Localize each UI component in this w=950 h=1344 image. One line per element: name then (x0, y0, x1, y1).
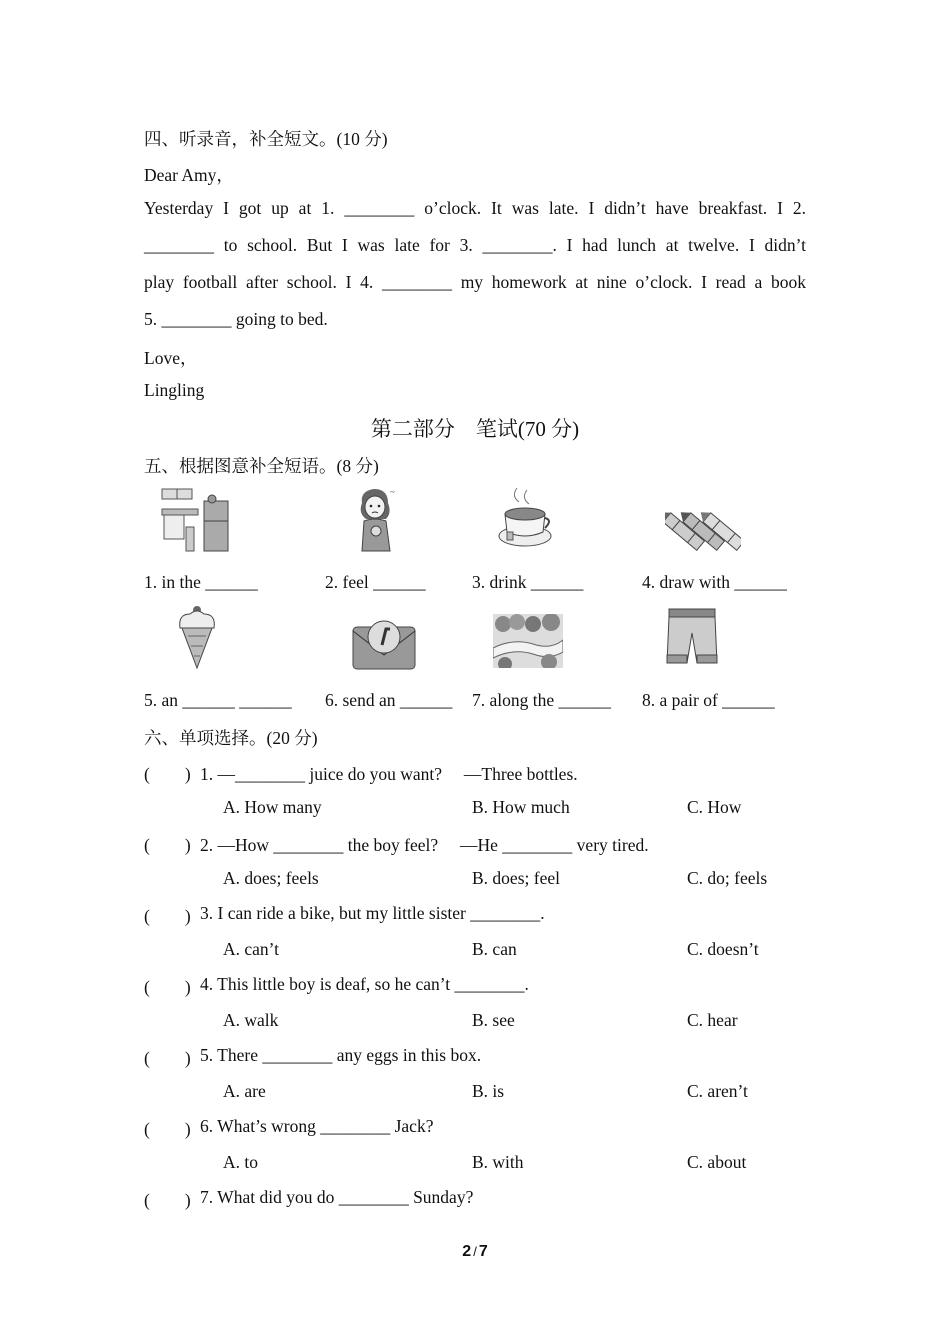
section5-title: 五、根据图意补全短语。(8 分) (144, 456, 379, 476)
option-b: B. see (472, 1010, 515, 1030)
option-c: C. do; feels (687, 868, 768, 888)
section4-title: 四、听录音，补全短文。(10 分) (144, 129, 388, 149)
option-b: B. can (472, 939, 517, 959)
letter-closing: Love， (144, 348, 198, 368)
option-c: C. about (687, 1152, 747, 1172)
total-pages: 7 (478, 1243, 488, 1260)
ice-cream-icon (176, 604, 218, 670)
kitchen-icon (160, 487, 232, 555)
option-b: B. is (472, 1081, 505, 1101)
answer-paren[interactable]: ( ) (144, 1048, 191, 1068)
letter-line: play football after school. I 4. ________ my homework at nine o’clock. I read a book (144, 272, 806, 292)
shorts-icon (665, 607, 719, 667)
question-text: 7. What did you do ________ Sunday? (200, 1187, 474, 1207)
svg-text:~: ~ (390, 487, 395, 497)
answer-paren[interactable]: ( ) (144, 977, 191, 997)
part2-title: 第二部分 笔试(70 分) (370, 417, 580, 441)
river-icon (493, 614, 563, 668)
answer-paren[interactable]: ( ) (144, 906, 191, 926)
question-text: 2. —How ________ the boy feel? —He ________ very tired. (200, 835, 649, 855)
letter-signature: Lingling (144, 380, 205, 400)
phrase-item: 2. feel ______ (325, 572, 426, 592)
phrase-item: 8. a pair of ______ (642, 690, 775, 710)
page-separator: / (473, 1244, 477, 1259)
letter-greeting: Dear Amy， (144, 165, 234, 185)
option-a: A. can’t (223, 939, 280, 959)
option-a: A. walk (223, 1010, 279, 1030)
phrase-item: 7. along the ______ (472, 690, 612, 710)
answer-paren[interactable]: ( ) (144, 835, 191, 855)
option-a: A. does; feels (223, 868, 319, 888)
option-b: B. with (472, 1152, 524, 1172)
answer-paren[interactable]: ( ) (144, 1190, 191, 1210)
answer-paren[interactable]: ( ) (144, 764, 191, 784)
phrase-item: 1. in the ______ (144, 572, 258, 592)
option-a: A. to (223, 1152, 258, 1172)
option-c: C. How (687, 797, 742, 817)
sick-girl-icon (352, 485, 402, 555)
option-b: B. How much (472, 797, 570, 817)
option-c: C. aren’t (687, 1081, 748, 1101)
page-number (0, 1243, 950, 1261)
tea-cup-icon (497, 486, 553, 552)
option-c: C. doesn’t (687, 939, 759, 959)
question-text: 4. This little boy is deaf, so he can’t ________. (200, 974, 529, 994)
current-page: 2 (462, 1243, 472, 1260)
question-text: 6. What’s wrong ________ Jack? (200, 1116, 434, 1136)
section6-title: 六、单项选择。(20 分) (144, 728, 318, 748)
email-envelope-icon (350, 615, 418, 671)
letter-line: ________ to school. But I was late for 3. ________. I had lunch at twelve. I didn’t (144, 235, 806, 255)
question-text: 1. —________ juice do you want? —Three bottles. (200, 764, 578, 784)
letter-line: Yesterday I got up at 1. ________ o’clock. It was late. I didn’t have breakfast. I 2. (144, 198, 806, 218)
phrase-item: 5. an ______ ______ (144, 690, 292, 710)
phrase-item: 6. send an ______ (325, 690, 453, 710)
letter-line: 5. ________ going to bed. (144, 309, 328, 329)
option-a: A. How many (223, 797, 322, 817)
phrase-item: 4. draw with ______ (642, 572, 787, 592)
question-text: 5. There ________ any eggs in this box. (200, 1045, 482, 1065)
crayons-icon (665, 500, 741, 554)
question-text: 3. I can ride a bike, but my little sister ________. (200, 903, 545, 923)
option-a: A. are (223, 1081, 266, 1101)
answer-paren[interactable]: ( ) (144, 1119, 191, 1139)
option-b: B. does; feel (472, 868, 560, 888)
option-c: C. hear (687, 1010, 738, 1030)
phrase-item: 3. drink ______ (472, 572, 584, 592)
